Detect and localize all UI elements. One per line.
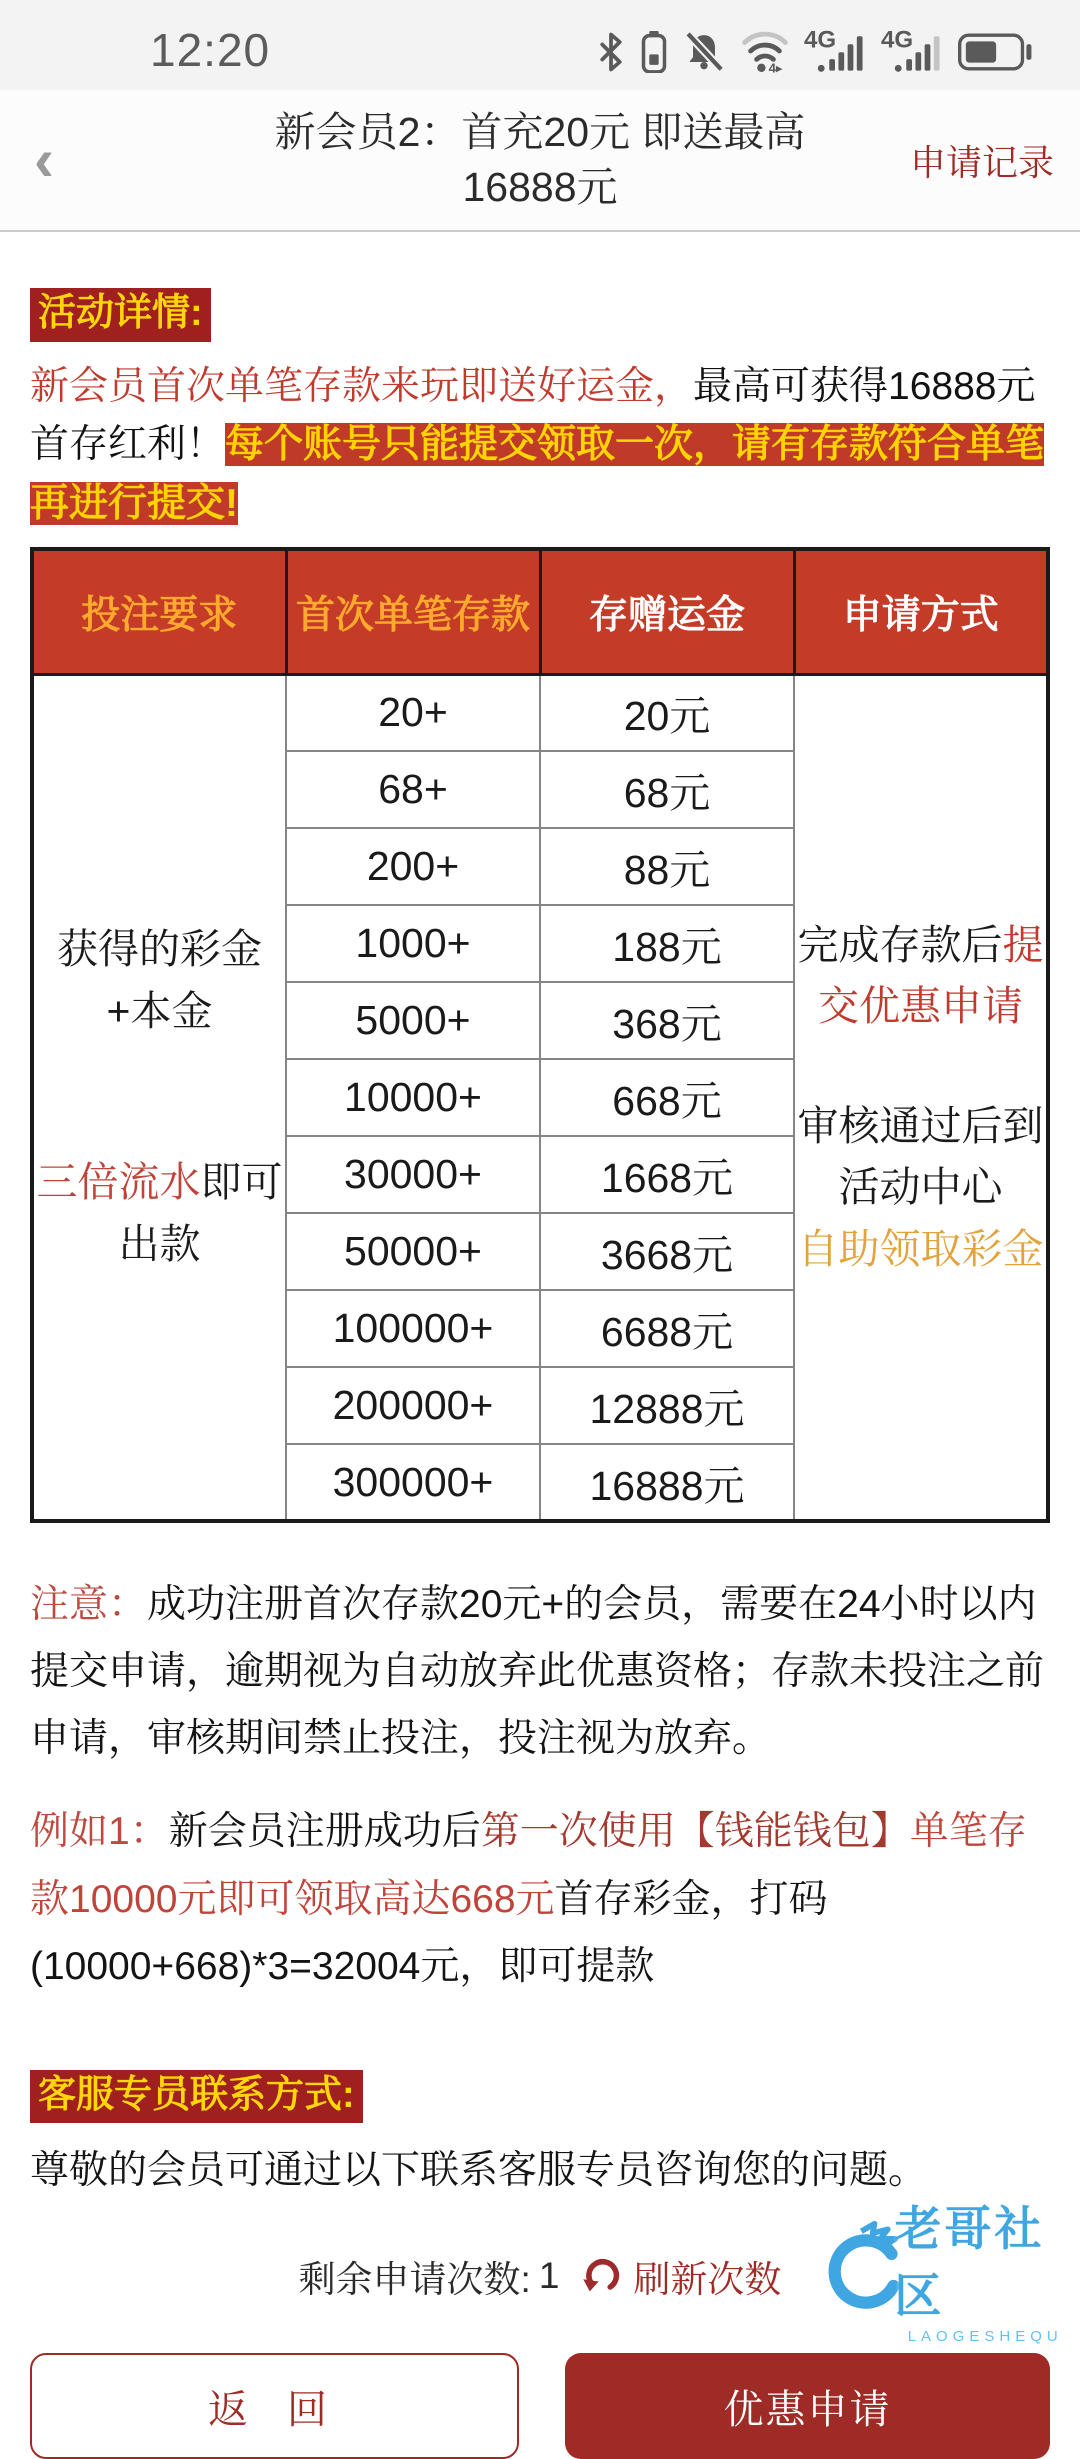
example-black1: 新会员注册成功后 bbox=[168, 1810, 481, 1854]
refresh-label[interactable]: 刷新次数 bbox=[633, 2259, 782, 2301]
deposit-cell: 100000+ bbox=[286, 1290, 540, 1367]
example-red1: 第一次使用【钱能钱包】 bbox=[480, 1810, 910, 1854]
action-buttons bbox=[30, 2353, 1050, 2459]
status-bar bbox=[0, 0, 1080, 90]
bonus-cell: 88元 bbox=[540, 828, 794, 905]
service-text: 尊敬的会员可通过以下联系客服专员咨询您的问题。 bbox=[30, 2149, 928, 2193]
method-step3: 自助领取彩金 bbox=[797, 1225, 1044, 1272]
remaining-count: 1 bbox=[538, 2255, 560, 2297]
back-chevron-icon[interactable]: ‹ bbox=[34, 126, 54, 193]
deposit-cell: 300000+ bbox=[286, 1444, 540, 1521]
promo-intro bbox=[30, 358, 1050, 534]
col-header-first-deposit: 首次单笔存款 bbox=[286, 549, 540, 674]
method-black1: 完成存款后 bbox=[797, 921, 1003, 968]
turnover-rest-text: 即可出款 bbox=[118, 1159, 283, 1267]
notice-text: 成功注册首次存款20元+的会员，需要在24小时以内提交申请，逾期视为自动放弃此优惠资格；存款未投注之前申请，审核期间禁止投注，投注视为放弃。 bbox=[30, 1583, 1045, 1761]
intro-black-text: 最高可获得16888元首存红利！ bbox=[30, 364, 1036, 467]
clock: 12:20 bbox=[150, 24, 271, 76]
deposit-cell: 20+ bbox=[286, 674, 540, 751]
application-records-link[interactable]: 申请记录 bbox=[909, 141, 1054, 183]
notice-paragraph bbox=[30, 1571, 1050, 1772]
bonus-cell: 188元 bbox=[540, 905, 794, 982]
apply-promotion-button[interactable]: 优惠申请 bbox=[565, 2353, 1050, 2459]
bonus-cell: 6688元 bbox=[540, 1290, 794, 1367]
table-header-row bbox=[32, 549, 1048, 674]
watermark-cn: 老哥社区 bbox=[894, 2202, 1045, 2322]
intro-highlight-text: 每个账号只能提交领取一次，请有存款符合单笔再进行提交! bbox=[30, 423, 1045, 525]
bluetooth-icon bbox=[596, 31, 626, 73]
requirement-line1: 获得的彩金+本金 bbox=[57, 926, 262, 1034]
table-row bbox=[32, 674, 1048, 751]
method-red1: 提交优惠申请 bbox=[818, 921, 1044, 1030]
signal-bars-icon bbox=[881, 27, 943, 73]
page-title: 新会员2：首充20元 即送最高 16888元 bbox=[274, 108, 806, 210]
status-icons bbox=[596, 27, 1032, 73]
mute-bell-icon bbox=[682, 29, 726, 73]
bonus-cell: 1668元 bbox=[540, 1136, 794, 1213]
back-button[interactable]: 返 回 bbox=[30, 2353, 519, 2459]
deposit-cell: 200+ bbox=[286, 828, 540, 905]
bonus-cell: 16888元 bbox=[540, 1444, 794, 1521]
svg-text:4▸: 4▸ bbox=[768, 60, 783, 73]
intro-red-text: 新会员首次单笔存款来玩即送好运金， bbox=[30, 364, 694, 408]
activity-details-badge: 活动详情: bbox=[30, 288, 211, 342]
col-header-bonus: 存赠运金 bbox=[540, 549, 794, 674]
deposit-cell: 30000+ bbox=[286, 1136, 540, 1213]
deposit-cell: 5000+ bbox=[286, 982, 540, 1059]
col-header-apply-method: 申请方式 bbox=[794, 549, 1048, 674]
method-cell bbox=[794, 674, 1048, 1521]
watermark-en: LAOGESHEQU bbox=[907, 2328, 1063, 2345]
bonus-cell: 368元 bbox=[540, 982, 794, 1059]
requirement-line2 bbox=[34, 1152, 285, 1275]
deposit-cell: 50000+ bbox=[286, 1213, 540, 1290]
bonus-cell: 20元 bbox=[540, 674, 794, 751]
promo-content bbox=[0, 232, 1080, 2459]
method-step1 bbox=[795, 915, 1046, 1038]
bonus-cell: 3668元 bbox=[540, 1213, 794, 1290]
example-black2: 首存彩金，打码(10000+668)*3=32004元，即可提款 bbox=[30, 1877, 828, 1988]
refresh-control[interactable] bbox=[581, 2249, 781, 2303]
col-header-betting-requirement: 投注要求 bbox=[32, 549, 286, 674]
refresh-icon[interactable] bbox=[581, 2254, 625, 2298]
svg-text:4G: 4G bbox=[804, 27, 837, 54]
device-battery-icon bbox=[641, 31, 667, 73]
battery-icon bbox=[958, 31, 1032, 73]
deposit-cell: 200000+ bbox=[286, 1367, 540, 1444]
svg-text:4G: 4G bbox=[881, 27, 914, 54]
bonus-cell: 12888元 bbox=[540, 1367, 794, 1444]
remaining-label: 剩余申请次数: bbox=[298, 2259, 531, 2301]
bonus-cell: 668元 bbox=[540, 1059, 794, 1136]
bonus-table bbox=[30, 547, 1050, 1523]
signal-bars-icon bbox=[804, 27, 866, 73]
service-contact-badge: 客服专员联系方式: bbox=[30, 2070, 363, 2124]
wifi-icon bbox=[741, 29, 789, 73]
example-red2: 单笔存款10000元即可领取高达668元 bbox=[30, 1810, 1027, 1921]
bonus-cell: 68元 bbox=[540, 751, 794, 828]
turnover-red-text: 三倍流水 bbox=[36, 1159, 201, 1206]
deposit-cell: 68+ bbox=[286, 751, 540, 828]
method-step2: 审核通过后到活动中心 bbox=[797, 1102, 1044, 1211]
app-header bbox=[0, 90, 1080, 232]
example-label: 例如1： bbox=[30, 1810, 169, 1854]
example-paragraph bbox=[30, 1798, 1050, 1999]
deposit-cell: 10000+ bbox=[286, 1059, 540, 1136]
notice-label: 注意： bbox=[30, 1583, 148, 1627]
deposit-cell: 1000+ bbox=[286, 905, 540, 982]
requirement-cell bbox=[32, 674, 286, 1521]
remaining-counter bbox=[30, 2249, 1050, 2303]
